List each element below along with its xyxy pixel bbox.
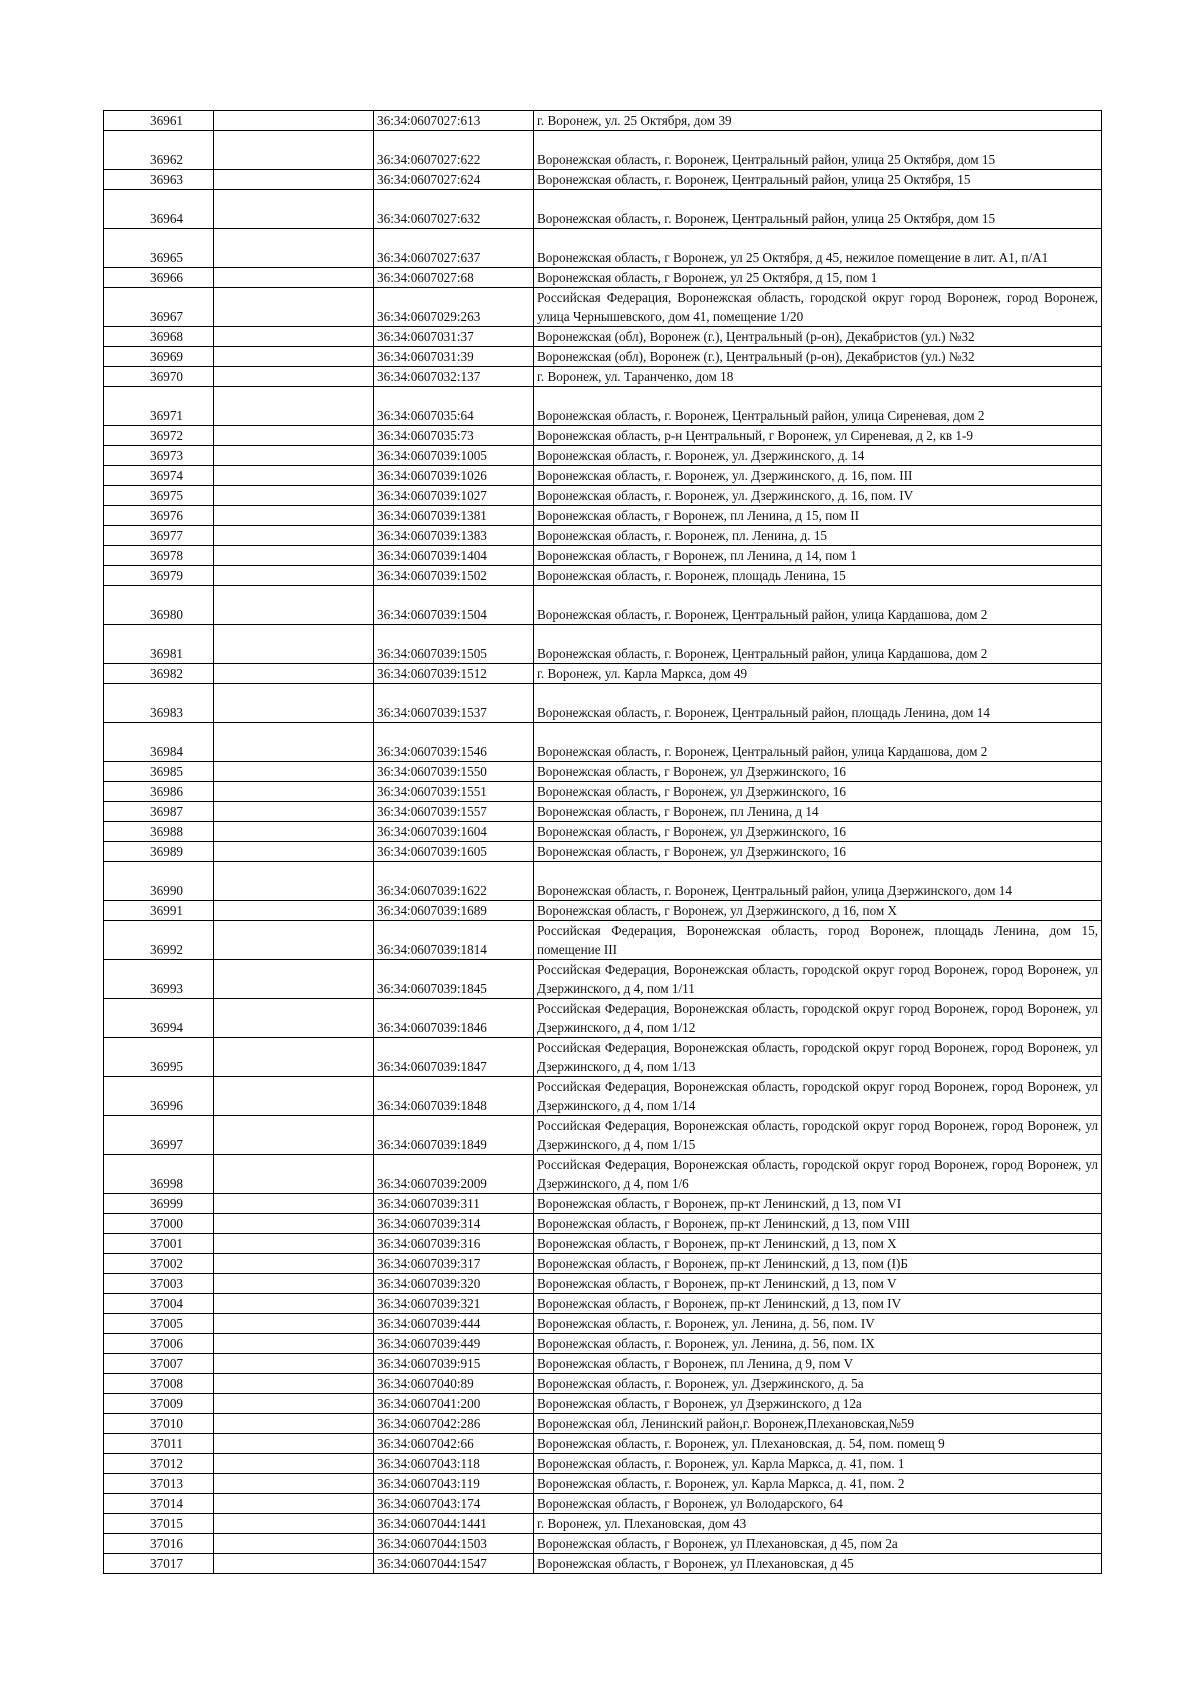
address-cell: Воронежская область, г. Воронеж, ул. Карла Маркса, д. 41, пом. 1: [534, 1454, 1102, 1474]
address-cell: Российская Федерация, Воронежская область, городской округ город Воронеж, город Воронеж, ул Дзержинского, д 4, пом 1/14: [534, 1077, 1102, 1116]
row-number-cell: 36985: [104, 762, 214, 782]
address-cell: Воронежская область, г Воронеж, пл Ленина, д 14, пом 1: [534, 546, 1102, 566]
row-number-cell: 37015: [104, 1514, 214, 1534]
address-cell: Воронежская область, г Воронеж, ул Плехановская, д 45: [534, 1554, 1102, 1574]
empty-cell: [214, 802, 374, 822]
cadastral-code-cell: 36:34:0607039:316: [374, 1234, 534, 1254]
address-cell: Воронежская область, г. Воронеж, Центральный район, улица Кардашова, дом 2: [534, 723, 1102, 762]
address-cell: Воронежская область, г. Воронеж, Центральный район, улица Кардашова, дом 2: [534, 625, 1102, 664]
row-number-cell: 36987: [104, 802, 214, 822]
cadastral-code-cell: 36:34:0607039:1622: [374, 862, 534, 901]
cadastral-code-cell: 36:34:0607043:119: [374, 1474, 534, 1494]
address-cell: Российская Федерация, Воронежская область, городской округ город Воронеж, город Воронеж, ул Дзержинского, д 4, пом 1/12: [534, 999, 1102, 1038]
cadastral-code-cell: 36:34:0607039:314: [374, 1214, 534, 1234]
row-number-cell: 36994: [104, 999, 214, 1038]
table-row: [104, 229, 1102, 268]
table-row: [104, 506, 1102, 526]
table-row: [104, 723, 1102, 762]
empty-cell: [214, 526, 374, 546]
address-cell: Воронежская область, г. Воронеж, ул. Дзержинского, д. 14: [534, 446, 1102, 466]
empty-cell: [214, 486, 374, 506]
empty-cell: [214, 1454, 374, 1474]
row-number-cell: 36982: [104, 664, 214, 684]
empty-cell: [214, 822, 374, 842]
empty-cell: [214, 664, 374, 684]
empty-cell: [214, 960, 374, 999]
row-number-cell: 37003: [104, 1274, 214, 1294]
table-row: [104, 1314, 1102, 1334]
cadastral-code-cell: 36:34:0607039:1027: [374, 486, 534, 506]
row-number-cell: 37005: [104, 1314, 214, 1334]
address-cell: г. Воронеж, ул. Плехановская, дом 43: [534, 1514, 1102, 1534]
cadastral-code-cell: 36:34:0607041:200: [374, 1394, 534, 1414]
table-row: [104, 446, 1102, 466]
row-number-cell: 37017: [104, 1554, 214, 1574]
table-row: [104, 1514, 1102, 1534]
row-number-cell: 37014: [104, 1494, 214, 1514]
table-row: [104, 1554, 1102, 1574]
cadastral-code-cell: 36:34:0607031:39: [374, 347, 534, 367]
empty-cell: [214, 229, 374, 268]
cadastral-code-cell: 36:34:0607027:613: [374, 111, 534, 131]
table-row: [104, 1155, 1102, 1194]
row-number-cell: 37016: [104, 1534, 214, 1554]
cadastral-code-cell: 36:34:0607039:1557: [374, 802, 534, 822]
cadastral-code-cell: 36:34:0607042:66: [374, 1434, 534, 1454]
address-cell: Воронежская область, г Воронеж, пл Ленина, д 9, пом V: [534, 1354, 1102, 1374]
cadastral-code-cell: 36:34:0607032:137: [374, 367, 534, 387]
row-number-cell: 36975: [104, 486, 214, 506]
row-number-cell: 36992: [104, 921, 214, 960]
address-cell: Воронежская область, г Воронеж, ул Дзержинского, 16: [534, 842, 1102, 862]
address-cell: Российская Федерация, Воронежская область, городской округ город Воронеж, город Воронеж, ул Дзержинского, д 4, пом 1/13: [534, 1038, 1102, 1077]
empty-cell: [214, 327, 374, 347]
cadastral-code-cell: 36:34:0607039:1848: [374, 1077, 534, 1116]
address-cell: Воронежская область, г Воронеж, пл Ленина, д 15, пом II: [534, 506, 1102, 526]
table-row: [104, 367, 1102, 387]
address-cell: Воронежская область, г. Воронеж, ул. Дзержинского, д. 16, пом. III: [534, 466, 1102, 486]
table-row: [104, 327, 1102, 347]
table-row: [104, 1534, 1102, 1554]
cadastral-code-cell: 36:34:0607035:64: [374, 387, 534, 426]
row-number-cell: 36972: [104, 426, 214, 446]
empty-cell: [214, 1194, 374, 1214]
cadastral-code-cell: 36:34:0607039:1505: [374, 625, 534, 664]
empty-cell: [214, 921, 374, 960]
empty-cell: [214, 1414, 374, 1434]
cadastral-code-cell: 36:34:0607039:1551: [374, 782, 534, 802]
table-row: [104, 1414, 1102, 1434]
empty-cell: [214, 1254, 374, 1274]
table-row: [104, 111, 1102, 131]
empty-cell: [214, 1554, 374, 1574]
empty-cell: [214, 684, 374, 723]
row-number-cell: 36995: [104, 1038, 214, 1077]
empty-cell: [214, 1394, 374, 1414]
empty-cell: [214, 625, 374, 664]
row-number-cell: 36988: [104, 822, 214, 842]
address-cell: Воронежская область, г. Воронеж, площадь Ленина, 15: [534, 566, 1102, 586]
row-number-cell: 36999: [104, 1194, 214, 1214]
row-number-cell: 36978: [104, 546, 214, 566]
cadastral-code-cell: 36:34:0607039:1605: [374, 842, 534, 862]
row-number-cell: 36991: [104, 901, 214, 921]
cadastral-code-cell: 36:34:0607039:1504: [374, 586, 534, 625]
address-cell: Воронежская область, г. Воронеж, ул. Плехановская, д. 54, пом. помещ 9: [534, 1434, 1102, 1454]
cadastral-code-cell: 36:34:0607039:320: [374, 1274, 534, 1294]
row-number-cell: 36980: [104, 586, 214, 625]
empty-cell: [214, 723, 374, 762]
table-row: [104, 131, 1102, 170]
empty-cell: [214, 862, 374, 901]
address-cell: Воронежская область, г Воронеж, ул Плехановская, д 45, пом 2а: [534, 1534, 1102, 1554]
row-number-cell: 37011: [104, 1434, 214, 1454]
cadastral-code-cell: 36:34:0607027:632: [374, 190, 534, 229]
address-cell: Воронежская (обл), Воронеж (г.), Центральный (р-он), Декабристов (ул.) №32: [534, 347, 1102, 367]
empty-cell: [214, 1214, 374, 1234]
cadastral-code-cell: 36:34:0607027:637: [374, 229, 534, 268]
cadastral-code-cell: 36:34:0607035:73: [374, 426, 534, 446]
cadastral-code-cell: 36:34:0607039:1847: [374, 1038, 534, 1077]
cadastral-code-cell: 36:34:0607039:2009: [374, 1155, 534, 1194]
address-cell: Воронежская область, г. Воронеж, ул. Дзержинского, д. 5а: [534, 1374, 1102, 1394]
cadastral-code-cell: 36:34:0607039:1537: [374, 684, 534, 723]
row-number-cell: 36962: [104, 131, 214, 170]
table-row: [104, 486, 1102, 506]
row-number-cell: 36983: [104, 684, 214, 723]
table-row: [104, 782, 1102, 802]
empty-cell: [214, 1038, 374, 1077]
address-cell: Воронежская область, г. Воронеж, Центральный район, улица 25 Октября, 15: [534, 170, 1102, 190]
table-row: [104, 1354, 1102, 1374]
empty-cell: [214, 1474, 374, 1494]
row-number-cell: 37001: [104, 1234, 214, 1254]
table-row: [104, 664, 1102, 684]
address-cell: Воронежская область, г Воронеж, пр-кт Ленинский, д 13, пом (I)Б: [534, 1254, 1102, 1274]
cadastral-code-cell: 36:34:0607039:1604: [374, 822, 534, 842]
table-row: [104, 842, 1102, 862]
cadastral-code-cell: 36:34:0607039:1383: [374, 526, 534, 546]
table-row: [104, 1334, 1102, 1354]
empty-cell: [214, 566, 374, 586]
address-cell: г. Воронеж, ул. Таранченко, дом 18: [534, 367, 1102, 387]
row-number-cell: 36966: [104, 268, 214, 288]
address-cell: Воронежская область, г. Воронеж, ул. Ленина, д. 56, пом. IX: [534, 1334, 1102, 1354]
row-number-cell: 36973: [104, 446, 214, 466]
empty-cell: [214, 1077, 374, 1116]
table-row: [104, 1294, 1102, 1314]
address-cell: Российская Федерация, Воронежская область, городской округ город Воронеж, город Воронеж, ул Дзержинского, д 4, пом 1/15: [534, 1116, 1102, 1155]
table-row: [104, 347, 1102, 367]
address-cell: Воронежская область, г Воронеж, ул Дзержинского, д 12а: [534, 1394, 1102, 1414]
cadastral-code-cell: 36:34:0607039:444: [374, 1314, 534, 1334]
address-cell: Российская Федерация, Воронежская область, городской округ город Воронеж, город Воронеж, ул Дзержинского, д 4, пом 1/11: [534, 960, 1102, 999]
table-row: [104, 1214, 1102, 1234]
address-cell: Воронежская область, г Воронеж, ул Дзержинского, 16: [534, 782, 1102, 802]
row-number-cell: 36989: [104, 842, 214, 862]
empty-cell: [214, 367, 374, 387]
address-cell: Воронежская область, г. Воронеж, Центральный район, улица Дзержинского, дом 14: [534, 862, 1102, 901]
empty-cell: [214, 446, 374, 466]
address-cell: Воронежская область, г. Воронеж, ул. Ленина, д. 56, пом. IV: [534, 1314, 1102, 1334]
empty-cell: [214, 347, 374, 367]
table-row: [104, 960, 1102, 999]
address-cell: Воронежская область, г. Воронеж, Центральный район, улица 25 Октября, дом 15: [534, 190, 1102, 229]
cadastral-code-cell: 36:34:0607039:1512: [374, 664, 534, 684]
address-cell: Воронежская область, г Воронеж, пр-кт Ленинский, д 13, пом IV: [534, 1294, 1102, 1314]
table-row: [104, 762, 1102, 782]
table-row: [104, 526, 1102, 546]
address-cell: Воронежская область, г Воронеж, ул 25 Октября, д 45, нежилое помещение в лит. А1, п/А1: [534, 229, 1102, 268]
row-number-cell: 37012: [104, 1454, 214, 1474]
address-cell: Воронежская область, г. Воронеж, Центральный район, улица Сиреневая, дом 2: [534, 387, 1102, 426]
table-row: [104, 625, 1102, 664]
address-cell: Воронежская обл, Ленинский район,г. Воронеж,Плехановская,№59: [534, 1414, 1102, 1434]
cadastral-code-cell: 36:34:0607039:311: [374, 1194, 534, 1214]
empty-cell: [214, 1274, 374, 1294]
table-row: [104, 999, 1102, 1038]
table-row: [104, 1194, 1102, 1214]
row-number-cell: 36977: [104, 526, 214, 546]
cadastral-code-cell: 36:34:0607040:89: [374, 1374, 534, 1394]
cadastral-code-cell: 36:34:0607044:1441: [374, 1514, 534, 1534]
table-row: [104, 1038, 1102, 1077]
table-row: [104, 1474, 1102, 1494]
table-row: [104, 921, 1102, 960]
cadastral-code-cell: 36:34:0607039:1814: [374, 921, 534, 960]
row-number-cell: 36969: [104, 347, 214, 367]
table-row: [104, 426, 1102, 446]
address-cell: Воронежская область, г Воронеж, пл Ленина, д 14: [534, 802, 1102, 822]
cadastral-code-cell: 36:34:0607039:1381: [374, 506, 534, 526]
table-row: [104, 190, 1102, 229]
cadastral-code-cell: 36:34:0607044:1503: [374, 1534, 534, 1554]
cadastral-code-cell: 36:34:0607027:622: [374, 131, 534, 170]
address-cell: Российская Федерация, Воронежская область, город Воронеж, площадь Ленина, дом 15, помещение III: [534, 921, 1102, 960]
cadastral-code-cell: 36:34:0607039:449: [374, 1334, 534, 1354]
row-number-cell: 36961: [104, 111, 214, 131]
row-number-cell: 36996: [104, 1077, 214, 1116]
address-cell: Воронежская область, г Воронеж, ул Володарского, 64: [534, 1494, 1102, 1514]
registry-table: [103, 110, 1102, 1574]
row-number-cell: 36974: [104, 466, 214, 486]
table-row: [104, 1394, 1102, 1414]
address-cell: Российская Федерация, Воронежская область, городской округ город Воронеж, город Воронеж, улица Чернышевского, дом 41, помещение 1/20: [534, 288, 1102, 327]
address-cell: Российская Федерация, Воронежская область, городской округ город Воронеж, город Воронеж, ул Дзержинского, д 4, пом 1/6: [534, 1155, 1102, 1194]
registry-table-body: [104, 111, 1102, 1574]
address-cell: Воронежская область, г. Воронеж, Центральный район, площадь Ленина, дом 14: [534, 684, 1102, 723]
empty-cell: [214, 546, 374, 566]
address-cell: Воронежская область, г Воронеж, ул Дзержинского, д 16, пом X: [534, 901, 1102, 921]
cadastral-code-cell: 36:34:0607039:1005: [374, 446, 534, 466]
cadastral-code-cell: 36:34:0607039:1846: [374, 999, 534, 1038]
empty-cell: [214, 466, 374, 486]
address-cell: г. Воронеж, ул. 25 Октября, дом 39: [534, 111, 1102, 131]
row-number-cell: 37004: [104, 1294, 214, 1314]
table-row: [104, 802, 1102, 822]
cadastral-code-cell: 36:34:0607031:37: [374, 327, 534, 347]
row-number-cell: 37007: [104, 1354, 214, 1374]
cadastral-code-cell: 36:34:0607039:317: [374, 1254, 534, 1274]
table-row: [104, 387, 1102, 426]
empty-cell: [214, 1334, 374, 1354]
table-row: [104, 268, 1102, 288]
address-cell: Воронежская область, г Воронеж, пр-кт Ленинский, д 13, пом VI: [534, 1194, 1102, 1214]
empty-cell: [214, 111, 374, 131]
empty-cell: [214, 901, 374, 921]
table-row: [104, 1274, 1102, 1294]
table-row: [104, 1254, 1102, 1274]
address-cell: Воронежская (обл), Воронеж (г.), Центральный (р-он), Декабристов (ул.) №32: [534, 327, 1102, 347]
address-cell: Воронежская область, р-н Центральный, г Воронеж, ул Сиреневая, д 2, кв 1-9: [534, 426, 1102, 446]
row-number-cell: 36964: [104, 190, 214, 229]
empty-cell: [214, 506, 374, 526]
empty-cell: [214, 1534, 374, 1554]
address-cell: Воронежская область, г Воронеж, пр-кт Ленинский, д 13, пом V: [534, 1274, 1102, 1294]
cadastral-code-cell: 36:34:0607043:118: [374, 1454, 534, 1474]
empty-cell: [214, 1374, 374, 1394]
row-number-cell: 36971: [104, 387, 214, 426]
table-row: [104, 862, 1102, 901]
address-cell: г. Воронеж, ул. Карла Маркса, дом 49: [534, 664, 1102, 684]
row-number-cell: 37000: [104, 1214, 214, 1234]
cadastral-code-cell: 36:34:0607039:1550: [374, 762, 534, 782]
table-row: [104, 1454, 1102, 1474]
empty-cell: [214, 999, 374, 1038]
empty-cell: [214, 1314, 374, 1334]
address-cell: Воронежская область, г Воронеж, ул Дзержинского, 16: [534, 822, 1102, 842]
empty-cell: [214, 387, 374, 426]
table-row: [104, 684, 1102, 723]
cadastral-code-cell: 36:34:0607039:915: [374, 1354, 534, 1374]
empty-cell: [214, 1155, 374, 1194]
row-number-cell: 36976: [104, 506, 214, 526]
empty-cell: [214, 586, 374, 625]
address-cell: Воронежская область, г. Воронеж, ул. Дзержинского, д. 16, пом. IV: [534, 486, 1102, 506]
row-number-cell: 36981: [104, 625, 214, 664]
empty-cell: [214, 1434, 374, 1454]
table-row: [104, 566, 1102, 586]
address-cell: Воронежская область, г. Воронеж, Центральный район, улица Кардашова, дом 2: [534, 586, 1102, 625]
address-cell: Воронежская область, г. Воронеж, Центральный район, улица 25 Октября, дом 15: [534, 131, 1102, 170]
table-row: [104, 1234, 1102, 1254]
cadastral-code-cell: 36:34:0607039:1502: [374, 566, 534, 586]
empty-cell: [214, 170, 374, 190]
table-row: [104, 822, 1102, 842]
table-row: [104, 1116, 1102, 1155]
row-number-cell: 36993: [104, 960, 214, 999]
row-number-cell: 36998: [104, 1155, 214, 1194]
row-number-cell: 36968: [104, 327, 214, 347]
table-row: [104, 170, 1102, 190]
table-row: [104, 901, 1102, 921]
table-row: [104, 288, 1102, 327]
row-number-cell: 37009: [104, 1394, 214, 1414]
row-number-cell: 36986: [104, 782, 214, 802]
empty-cell: [214, 1116, 374, 1155]
cadastral-code-cell: 36:34:0607039:1689: [374, 901, 534, 921]
empty-cell: [214, 426, 374, 446]
row-number-cell: 36967: [104, 288, 214, 327]
empty-cell: [214, 288, 374, 327]
empty-cell: [214, 762, 374, 782]
empty-cell: [214, 1514, 374, 1534]
cadastral-code-cell: 36:34:0607039:1845: [374, 960, 534, 999]
table-row: [104, 1494, 1102, 1514]
table-row: [104, 1374, 1102, 1394]
cadastral-code-cell: 36:34:0607039:1849: [374, 1116, 534, 1155]
empty-cell: [214, 268, 374, 288]
row-number-cell: 37010: [104, 1414, 214, 1434]
empty-cell: [214, 1354, 374, 1374]
table-row: [104, 546, 1102, 566]
row-number-cell: 37006: [104, 1334, 214, 1354]
cadastral-code-cell: 36:34:0607043:174: [374, 1494, 534, 1514]
table-row: [104, 466, 1102, 486]
row-number-cell: 37013: [104, 1474, 214, 1494]
cadastral-code-cell: 36:34:0607042:286: [374, 1414, 534, 1434]
row-number-cell: 37008: [104, 1374, 214, 1394]
row-number-cell: 36970: [104, 367, 214, 387]
empty-cell: [214, 1294, 374, 1314]
cadastral-code-cell: 36:34:0607044:1547: [374, 1554, 534, 1574]
cadastral-code-cell: 36:34:0607039:1546: [374, 723, 534, 762]
empty-cell: [214, 782, 374, 802]
cadastral-code-cell: 36:34:0607039:1404: [374, 546, 534, 566]
empty-cell: [214, 1234, 374, 1254]
cadastral-code-cell: 36:34:0607029:263: [374, 288, 534, 327]
address-cell: Воронежская область, г Воронеж, ул 25 Октября, д 15, пом 1: [534, 268, 1102, 288]
table-row: [104, 1077, 1102, 1116]
empty-cell: [214, 131, 374, 170]
cadastral-code-cell: 36:34:0607027:68: [374, 268, 534, 288]
cadastral-code-cell: 36:34:0607039:321: [374, 1294, 534, 1314]
empty-cell: [214, 1494, 374, 1514]
cadastral-code-cell: 36:34:0607027:624: [374, 170, 534, 190]
table-row: [104, 586, 1102, 625]
cadastral-code-cell: 36:34:0607039:1026: [374, 466, 534, 486]
empty-cell: [214, 842, 374, 862]
address-cell: Воронежская область, г Воронеж, пр-кт Ленинский, д 13, пом VIII: [534, 1214, 1102, 1234]
table-row: [104, 1434, 1102, 1454]
row-number-cell: 36984: [104, 723, 214, 762]
empty-cell: [214, 190, 374, 229]
address-cell: Воронежская область, г Воронеж, пр-кт Ленинский, д 13, пом X: [534, 1234, 1102, 1254]
row-number-cell: 37002: [104, 1254, 214, 1274]
row-number-cell: 36990: [104, 862, 214, 901]
row-number-cell: 36965: [104, 229, 214, 268]
address-cell: Воронежская область, г. Воронеж, ул. Карла Маркса, д. 41, пом. 2: [534, 1474, 1102, 1494]
row-number-cell: 36963: [104, 170, 214, 190]
address-cell: Воронежская область, г. Воронеж, пл. Ленина, д. 15: [534, 526, 1102, 546]
row-number-cell: 36997: [104, 1116, 214, 1155]
row-number-cell: 36979: [104, 566, 214, 586]
address-cell: Воронежская область, г Воронеж, ул Дзержинского, 16: [534, 762, 1102, 782]
